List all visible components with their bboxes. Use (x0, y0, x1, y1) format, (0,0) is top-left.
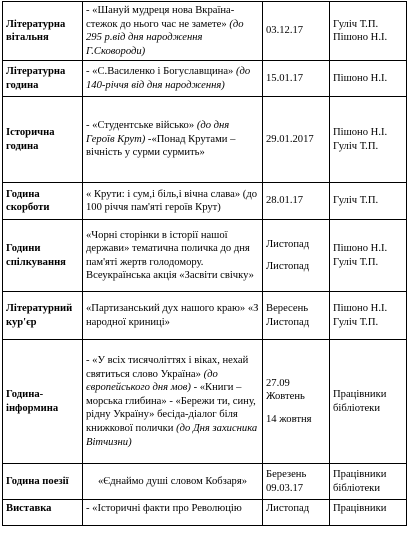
event-type-label: Година (6, 188, 40, 200)
event-title-cell (83, 340, 263, 464)
event-type-label: година (6, 140, 39, 152)
event-date-text: Листопад (266, 316, 310, 328)
event-type-label: спілкування (6, 256, 66, 268)
responsible-person: бібліотеки (333, 482, 380, 494)
event-type-cell (3, 464, 83, 500)
event-date-text: 03.12.17 (266, 25, 304, 37)
event-title-text: (до 140-річчя від дня народження) (86, 66, 251, 91)
event-type-label: Година поезії (6, 475, 69, 487)
responsible-person: Гуліч Т.П. (333, 256, 379, 268)
event-title-text: - «Шануй мудреця нова Вкраїна-стежок до нього час не замете» (86, 5, 235, 30)
event-date-text: 28.01.17 (266, 195, 304, 207)
event-date-text (266, 404, 326, 413)
event-date-text: Листопад (266, 503, 310, 515)
responsible-person: Пішоно Н.І. (333, 243, 388, 255)
event-responsible-cell (330, 340, 407, 464)
event-date-text: Листопад (266, 261, 310, 273)
event-title-text: (до дня Героїв Крут) (86, 120, 230, 145)
event-title-text: « Крути: і сум,і біль,і вічна слава» (до 100 річчя пам'яті героїв Крут) (86, 188, 258, 214)
table-row (3, 2, 407, 61)
event-type-label: вітальня (6, 32, 49, 44)
event-type-label: скорботи (6, 202, 50, 214)
event-type-cell (3, 183, 83, 220)
event-date-cell (263, 97, 330, 183)
event-responsible-cell (330, 464, 407, 500)
event-title-cell (83, 500, 263, 526)
event-title-text: - «Студентське військо» (86, 120, 197, 132)
event-title-text: - «Історичні факти про Революцію (86, 503, 242, 515)
responsible-person: Гуліч Т.П. (333, 316, 379, 328)
table-row (3, 183, 407, 220)
event-date-cell (263, 340, 330, 464)
event-title-text: «Партизанський дух нашого краю» (86, 303, 246, 315)
event-type-label: Виставка (6, 503, 52, 515)
event-title-cell (83, 2, 263, 61)
event-date-text: 29.01.2017 (266, 133, 314, 145)
event-title-cell (83, 61, 263, 97)
event-type-cell (3, 220, 83, 292)
responsible-person: Гуліч Т.П. (333, 140, 379, 152)
event-type-label: Літературний (6, 303, 73, 315)
event-title-cell (83, 220, 263, 292)
event-date-text: 14 жовтня (266, 413, 312, 425)
event-date-text: 27.09 (266, 377, 290, 389)
event-type-label: Літературна (6, 66, 66, 78)
event-date-text: Вересень (266, 303, 309, 315)
event-title-text: «З народної криниці» (86, 303, 259, 328)
event-type-label: Година- (6, 389, 44, 401)
event-responsible-cell (330, 500, 407, 526)
table-row (3, 464, 407, 500)
event-title-text: - «У всіх тисячоліттях і віках, нехай святиться слово Україна» (86, 355, 249, 380)
responsible-person: Працівники (333, 389, 387, 401)
table-row (3, 220, 407, 292)
event-date-text (266, 251, 326, 260)
responsible-person: Пішоно Н.І. (333, 303, 388, 315)
event-type-label: Історична (6, 127, 55, 139)
responsible-person: Пішоно Н.І. (333, 127, 388, 139)
event-responsible-cell (330, 220, 407, 292)
event-title-text: - «С.Василенко і Богуславщина» (86, 66, 234, 78)
event-date-cell (263, 220, 330, 292)
event-type-cell (3, 500, 83, 526)
event-date-text: 09.03.17 (266, 482, 304, 494)
event-title-cell (83, 292, 263, 340)
event-date-cell (263, 292, 330, 340)
table-row (3, 292, 407, 340)
event-date-cell (263, 183, 330, 220)
event-title-cell (83, 464, 263, 500)
event-title-text: - «Бережи ти, сину, рідну Україну» бесіда-діалог біля книжкової полички (86, 395, 256, 434)
event-date-cell (263, 500, 330, 526)
event-responsible-cell (330, 292, 407, 340)
responsible-person: Працівники (333, 469, 387, 481)
event-title-text: «Чорні сторінки в історії нашої держави» тематична поличка до дня пам'яті жертв голодомору. (86, 229, 250, 268)
event-title-text: (до 295 р.від дня народження Г.Сковороди) (86, 18, 244, 57)
responsible-person: Працівники (333, 503, 387, 515)
event-responsible-cell (330, 61, 407, 97)
event-date-text: Жовтень (266, 391, 305, 403)
responsible-person: Гуліч Т.П. (333, 195, 379, 207)
responsible-person: Пішоно Н.І. (333, 72, 388, 84)
event-type-cell (3, 97, 83, 183)
responsible-person: Гуліч Т.П. (333, 18, 379, 30)
event-date-cell (263, 464, 330, 500)
events-table-body (3, 2, 407, 526)
table-row (3, 97, 407, 183)
event-date-cell (263, 2, 330, 61)
event-type-cell (3, 292, 83, 340)
events-table (2, 1, 407, 526)
table-row (3, 340, 407, 464)
event-responsible-cell (330, 97, 407, 183)
table-row (3, 500, 407, 526)
event-type-cell (3, 2, 83, 61)
event-date-cell (263, 61, 330, 97)
event-type-label: година (6, 79, 39, 91)
event-responsible-cell (330, 2, 407, 61)
event-date-text: 15.01.17 (266, 72, 304, 84)
event-date-text: Березень (266, 469, 307, 481)
responsible-person: Пішоно Н.І. (333, 32, 388, 44)
event-date-text: Листопад (266, 238, 310, 250)
event-title-text: - «Книги – морська глибина» (86, 382, 242, 407)
table-row (3, 61, 407, 97)
event-title-text: (до Дня захисника Вітчизни) (86, 423, 258, 448)
event-type-cell (3, 61, 83, 97)
event-type-label: кур'єр (6, 316, 37, 328)
event-title-text: «Єднаймо душі словом Кобзаря» (97, 475, 248, 487)
responsible-person: бібліотеки (333, 402, 380, 414)
event-type-label: інформина (6, 402, 59, 414)
event-title-text: Всеукраїнська акція «Засвіти свічку» (86, 270, 254, 282)
event-title-cell (83, 183, 263, 220)
event-type-label: Години (6, 243, 41, 255)
event-title-text: -«Понад Крутами – вічність у сурми сурмить» (86, 133, 236, 159)
event-title-cell (83, 97, 263, 183)
event-type-label: Літературна (6, 18, 66, 30)
event-type-cell (3, 340, 83, 464)
event-title-text: (до європейського дня мов) (86, 368, 218, 394)
event-responsible-cell (330, 183, 407, 220)
